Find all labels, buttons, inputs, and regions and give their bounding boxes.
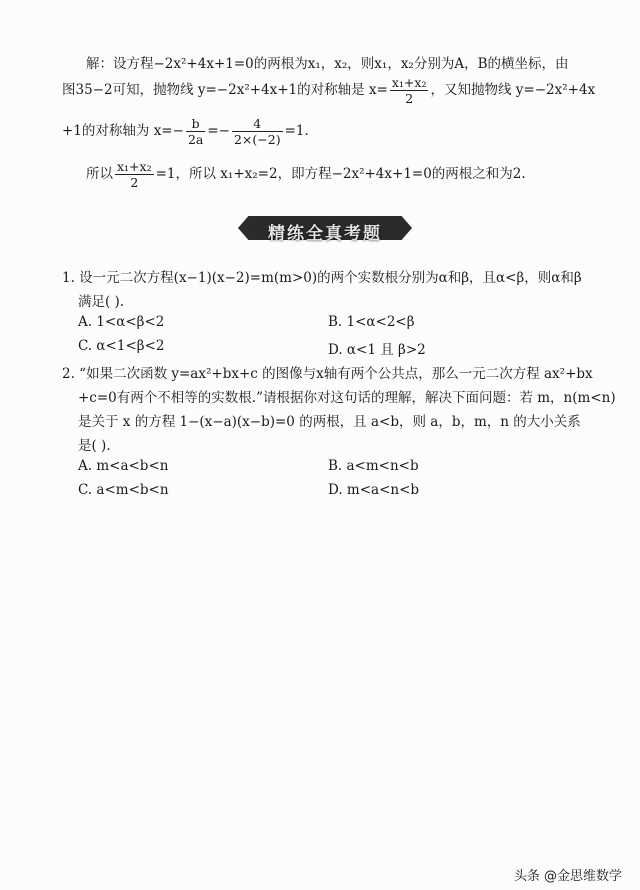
section-banner [232,213,418,243]
question-1-stem-line-2: 满足( ). [78,294,125,310]
solution-line-3 [62,117,309,146]
solution-line-4-text-a: 所以 [86,166,113,183]
solution-line-3-text-b: =− [207,123,230,140]
solution-line-3-text-a: +1的对称轴为 x=− [62,123,184,140]
solution-line-2-text-a: 图35−2可知，抛物线 y=−2x²+4x+1的对称轴是 x= [62,82,388,99]
fraction-numerator: 4 [232,117,283,132]
watermark: 头条 @金思维数学 [513,869,622,884]
solution-line-4 [86,160,526,189]
symmetry-axis-fraction [390,76,429,105]
fraction-denominator: 2a [187,132,204,148]
question-1-option-a: A. 1<α<β<2 [78,314,165,330]
question-2-option-a: A. m<a<b<n [78,458,169,474]
solution-line-1: 解：设方程−2x²+4x+1=0的两根为x₁，x₂，则x₁，x₂分别为A，B的横坐标，由 [86,56,569,72]
question-2-stem-line-1: 2. “如果二次函数 y=ax²+bx+c 的图像与x轴有两个公共点，那么一元二次方程 ax²+bx [62,366,593,382]
solution-line-3-text-c: =1. [284,123,309,140]
question-1-option-d: D. α<1 且 β>2 [328,342,426,358]
question-2-stem-line-4: 是( ). [78,438,111,454]
fraction-denominator: 2 [130,175,139,191]
fraction-numerator: x₁+x₂ [391,75,427,90]
question-1-stem-line-1: 1. 设一元二次方程(x−1)(x−2)=m(m>0)的两个实数根分别为α和β，且α<β，则α和β [62,270,582,286]
question-2-stem-line-3: 是关于 x 的方程 1−(x−a)(x−b)=0 的两根，且 a<b，则 a，b，m，n 的大小关系 [78,414,581,430]
question-2-option-c: C. a<m<b<n [78,482,169,498]
fraction-denominator: 2×(−2) [233,132,281,148]
fraction-numerator: x₁+x₂ [117,159,152,174]
solution-line-4-text-b: =1，所以 x₁+x₂=2，即方程−2x²+4x+1=0的两根之和为2. [155,166,526,183]
formula-fraction [186,117,205,146]
fraction-numerator: b [186,117,205,132]
question-2-option-b: B. a<m<n<b [328,458,419,474]
question-1-option-b: B. 1<α<2<β [328,314,415,330]
question-1-option-c: C. α<1<β<2 [78,338,165,354]
roots-average-fraction [115,160,154,189]
solution-line-2-text-b: ，又知抛物线 y=−2x²+4x [430,82,596,99]
solution-line-2 [62,76,595,105]
banner-title: 精练全真考题 [268,224,382,244]
fraction-denominator: 2 [405,91,414,107]
question-2-option-d: D. m<a<n<b [328,482,420,498]
computed-fraction [232,117,283,146]
question-2-stem-line-2: +c=0有两个不相等的实数根.”请根据你对这句话的理解，解决下面问题：若 m，n(m<n) [78,390,616,406]
